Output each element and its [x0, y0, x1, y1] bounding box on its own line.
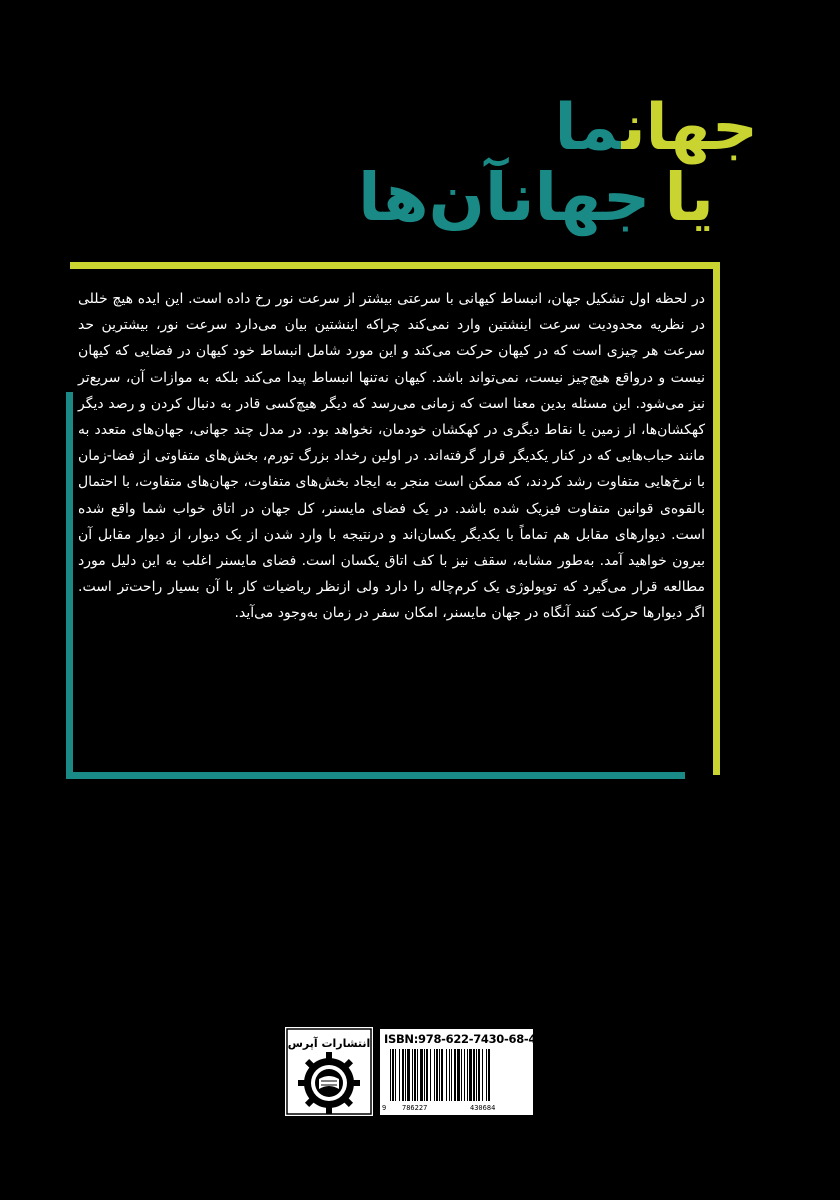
barcode-bar — [390, 1049, 391, 1101]
barcode-bar — [399, 1049, 400, 1101]
title-word-anha: آن‌ها — [358, 159, 510, 236]
publisher-logo-icon — [285, 1027, 373, 1116]
barcode-bar — [434, 1049, 435, 1101]
isbn-barcode — [380, 1029, 537, 1115]
publisher-logo — [285, 1027, 373, 1116]
barcode-bar — [412, 1049, 413, 1101]
barcode-digits-left: 786227 — [402, 1104, 428, 1112]
back-cover-text: در لحظه اول تشکیل جهان، انبساط کیهانی با سرعتی بیشتر از سرعت نور رخ داده است. این ایده هیچ خللی در نظریه محدودیت سرعت اینشتین وارد نمی‌کند چراکه اینشتین بیان می‌دارد سرعت نور، بیشترین حد سرعت هر چیزی است که در کیهان حرکت می‌کند و این مورد شامل انبساط خود کیهان در فضایی که کیهان نیست و درواقع هیچ‌چیز نیست، نمی‌تواند باشد. کیهان نه‌تنها انبساط پیدا می‌کند بلکه به موازات آن، سریع‌تر نیز می‌شود. این مسئله بدین معنا است که زمانی می‌رسد که دیگر هیچ‌کسی قادر به دنبال کردن و رصد دیگر کهکشان‌ها، از زمین یا نقاط دیگری در کهکشان خودمان، نخواهد بود. در مدل چند جهانی، جهان‌های متعدد به مانند حباب‌هایی که در کنار یکدیگر قرار گرفته‌اند. در اولین رخداد بزرگ تورم، بخش‌های متفاوتی از فضا-زمان با نرخ‌هایی متفاوت رشد کردند، که ممکن است منجر به ایجاد بخش‌های متفاوت، جهان‌های متفاوت، با احتمال بالقوه‌ی قوانین متفاوت فیزیک شده باشد. در یک فضای مایسنر، کل جهان در اتاق خواب شما واقع شده است. دیوارهای مقابل هم تماماً با یکدیگر یکسان‌اند و درنتیجه با وارد شدن از یک دیوار، از دیوار مقابل آن بیرون خواهید آمد. به‌طور مشابه، سقف نیز با کف اتاق یکسان است. فضای مایسنر اغلب به این دلیل مورد مطالعه قرار می‌گیرد که توپولوژی یک کرم‌چاله را دارد ولی ازنظر ریاضیات کار با آن بسیار راحت‌تر است. اگر دیوارها حرکت کنند آنگاه در جهان مایسنر، امکان سفر در زمان به‌وجود می‌آید. — [78, 291, 705, 622]
barcode-bar — [454, 1049, 456, 1101]
barcode-bar — [476, 1049, 477, 1101]
barcode-bar — [405, 1049, 406, 1101]
barcode-bar — [430, 1049, 431, 1101]
barcode-bar — [424, 1049, 425, 1101]
barcode-bar — [449, 1049, 450, 1101]
title-word-jahan-2: جهان — [509, 159, 651, 236]
title-line-1 — [555, 92, 758, 166]
title-line-2 — [358, 160, 714, 236]
barcode-bar — [488, 1049, 490, 1101]
barcode-bar — [426, 1049, 428, 1101]
barcode-bar — [395, 1049, 396, 1101]
barcode-bar — [461, 1049, 462, 1101]
barcode-bar — [436, 1049, 438, 1101]
title-word-jahan: جهان — [621, 91, 758, 165]
barcode-bar — [482, 1049, 483, 1101]
barcode-bar — [417, 1049, 418, 1101]
title-word-ya: یا — [664, 159, 714, 236]
title-word-ma: ما — [554, 91, 622, 165]
barcode-bar — [402, 1049, 404, 1101]
barcode-bar — [469, 1049, 472, 1101]
barcode-bar — [392, 1049, 394, 1101]
barcode-bar — [451, 1049, 452, 1101]
barcode-bar — [473, 1049, 475, 1101]
barcode-bar — [478, 1049, 480, 1101]
barcode-digit-first: 9 — [382, 1104, 387, 1112]
barcode-bar — [486, 1049, 487, 1101]
barcode-bar — [420, 1049, 423, 1101]
barcode-bar — [467, 1049, 468, 1101]
barcode-bar — [407, 1049, 410, 1101]
barcode-bars — [390, 1049, 528, 1104]
barcode-bar — [414, 1049, 416, 1101]
barcode-bar — [464, 1049, 465, 1101]
barcode-bar — [446, 1049, 447, 1101]
publisher-name: انتشارات آپرس — [287, 1037, 371, 1050]
barcode-bar — [457, 1049, 460, 1101]
barcode-digits-right: 430684 — [470, 1104, 496, 1112]
isbn-label: ISBN:978-622-7430-68-4 — [384, 1032, 537, 1046]
barcode-bar — [439, 1049, 440, 1101]
barcode-bar — [441, 1049, 443, 1101]
